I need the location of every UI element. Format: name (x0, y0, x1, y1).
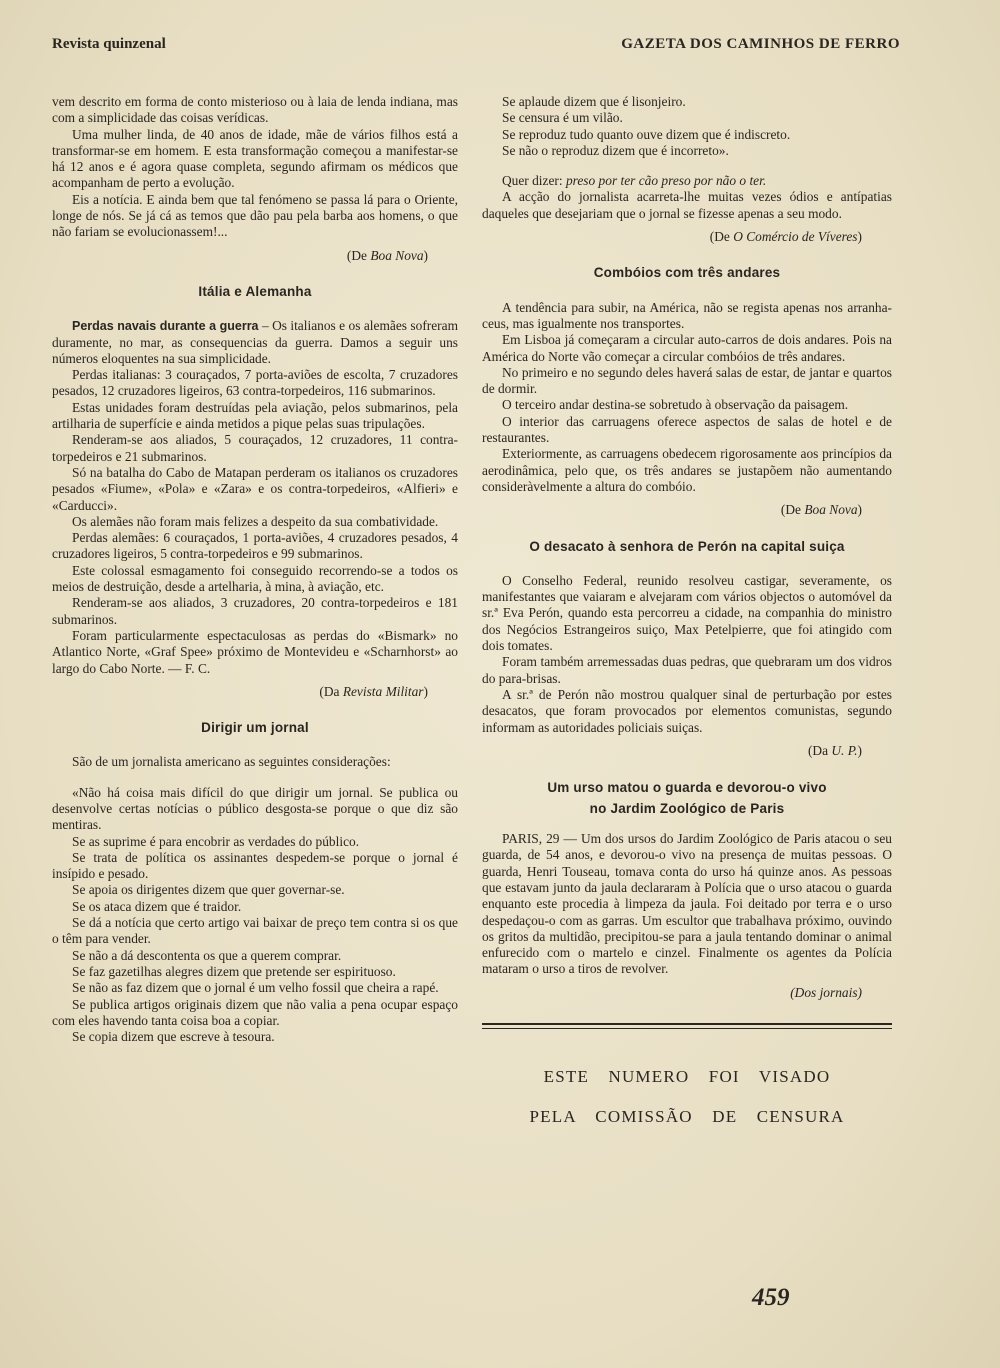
jornal-paragraph: Se faz gazetilhas alegres dizem que pretende ser espirituoso. (72, 963, 396, 979)
italia-paragraph: Renderam-se aos aliados, 3 cruzadores, 20 contra-torpedeiros e 181 submarinos. (52, 595, 458, 627)
intro-paragraph-2: Uma mulher linda, de 40 anos de idade, mãe de vários filhos está a transformar-se em homem. E esta transformação começou a manifestar-se há 12 anos e é agora quase completa, segundo afirmam os médicos que acompanham de perto a evolução. (52, 126, 458, 191)
rule-thick (482, 1023, 892, 1025)
italia-source (52, 684, 428, 700)
italia-title: Itália e Alemanha (198, 283, 312, 299)
jornal-paragraph: Se apoia os dirigentes dizem que quer governar-se. (72, 882, 345, 898)
italia-lead-paragraph (52, 318, 458, 367)
jornal-paragraph: Se trata de política os assinantes despedem-se porque o jornal é insípido e pesado. (52, 849, 458, 882)
header-right: GAZETA DOS CAMINHOS DE FERRO (621, 36, 900, 52)
header-left: Revista quinzenal (52, 36, 166, 52)
peron-title: O desacato à senhora de Perón na capital suiça (529, 538, 845, 554)
combois-paragraph: O terceiro andar destina-se sobretudo à observação da paisagem. (502, 397, 849, 413)
intro-source (52, 248, 428, 264)
peron-paragraph: Foram também arremessadas duas pedras, que quebraram um dos vidros do para-brisas. (482, 654, 892, 686)
source-prefix: (De (709, 229, 734, 245)
italia-paragraph: Os alemães não foram mais felizes a despeito da sua combatividade. (72, 513, 439, 529)
source-name: Revista Militar (342, 683, 424, 699)
intro-paragraph-1: vem descrito em forma de conto misterioso ou à laia de lenda indiana, mas com a simplicidade das coisas verídicas. (52, 94, 458, 126)
source-suffix: ) (423, 683, 428, 699)
source-name: Boa Nova (804, 502, 858, 518)
combois-source (482, 502, 862, 518)
jornal-paragraph: Se as suprime é para encobrir as verdades do público. (72, 833, 360, 849)
peron-paragraph: O Conselho Federal, reunido resolveu castigar, severamente, os manifestantes que vaiaram e alvejaram com vários objectos o automóvel da sr.ª Eva Perón, quando esta percorreu a cidade, na companhia do ministro dos Negócios Estrangeiros suiço, Max Petelpierre, que foi atingido com dois tomates. (482, 572, 892, 654)
jornal-paragraph: Se publica artigos originais dizem que não valia a pena ocupar espaço com eles havendo tanta coisa boa a copiar. (52, 996, 458, 1028)
jornal-final: A acção do jornalista acarreta-lhe muitas vezes ódios e antípatias daqueles que desejariam que o jornal se fizesse apenas a seu modo. (482, 189, 892, 221)
source-suffix: ) (857, 742, 862, 758)
italia-paragraph: Foram particularmente espectaculosas as perdas do «Bismark» no Atlantico Norte, «Graf Spee» próximo de Montevideu e «Scharnhorst» ao largo do Cabo Norte. — F. C. (52, 627, 458, 676)
page-header (52, 36, 900, 53)
jornal-title: Dirigir um jornal (201, 720, 309, 736)
italia-lead: Perdas navais durante a guerra (72, 319, 259, 334)
jornal-paragraph: «Não há coisa mais difícil do que dirigir um jornal. Se publica ou desenvolve certas notícias o público desgosta-se porque o que diz são mentiras. (52, 784, 458, 833)
source-name: U. P. (831, 742, 858, 758)
jornal-cont-line: Se reproduz tudo quanto ouve dizem que é indiscreto. (502, 126, 791, 142)
source-name: (Dos jornais) (790, 984, 862, 1000)
rule-thin (482, 1028, 892, 1029)
source-prefix: (De (346, 247, 371, 263)
urso-paragraph: PARIS, 29 — Um dos ursos do Jardim Zoológico de Paris atacou o seu guarda, de 54 anos, e devorou-o vivo na presença de muitas pessoas. O guarda, Henri Touseau, tomava conta do urso há quinze anos. As pessoas que estavam junto da jaula declararam à Polícia que o urso atacou o guarda enquanto este procedia à limpeza da jaula. Foi deitado por terra e o urso despedaçou-o com as garras. Um escultor que trabalhava próximo, ouvindo os gritos da multidão, precipitou-se para a jaula tentando dominar o animal enfurecido com o martelo e cinzel. Finalmente os agentes da Polícia mataram o urso a tiros de revolver. (482, 831, 892, 977)
italia-paragraph: Este colossal esmagamento foi conseguido recorrendo-se a todos os meios de destruição, desde a artelharia, à mina, à aviação, etc. (52, 562, 458, 595)
censor-line-1: ESTE NUMERO FOI VISADO (543, 1067, 831, 1087)
source-suffix: ) (423, 247, 428, 263)
urso-title (482, 777, 892, 819)
jornal-paragraph: Se não as faz dizem que o jornal é um velho fossil que cheira a rapé. (72, 980, 439, 996)
combois-paragraph: Exteriormente, as carruagens obedecem rigorosamente aos princípios da aerodinâmica, pelo que, os três andares se justapõem não aumentando consideràvelmente a altura do combóio. (482, 446, 892, 494)
censor-line-2: PELA COMISSÃO DE CENSURA (529, 1107, 845, 1127)
combois-paragraph: O interior das carruagens oferece aspectos de salas de hotel e de restaurantes. (482, 413, 892, 446)
quer-dizer (482, 173, 892, 189)
italia-paragraph: Perdas italianas: 3 couraçados, 7 porta-aviões de escolta, 7 cruzadores pesados, 12 cruzadores ligeiros, 63 contra-torpedeiros, 116 submarinos. (52, 367, 458, 399)
jornal-cont-line: Se censura é um vilão. (502, 110, 623, 126)
source-suffix: ) (857, 229, 862, 245)
jornal-paragraph: Se não a dá descontenta os que a querem comprar. (72, 947, 342, 963)
right-column (482, 94, 892, 1137)
combois-title: Combóios com três andares (593, 265, 781, 281)
jornal-intro: São de um jornalista americano as seguintes considerações: (72, 754, 391, 770)
peron-source (482, 743, 862, 759)
left-column (52, 94, 458, 1045)
source-name: Boa Nova (370, 247, 424, 263)
source-prefix: (Da (807, 742, 832, 758)
urso-title-line-2: no Jardim Zoológico de Paris (589, 801, 785, 817)
urso-source (482, 985, 862, 1001)
urso-title-line-1: Um urso matou o guarda e devorou-o vivo (547, 780, 827, 796)
italia-paragraph: Perdas alemães: 6 couraçados, 1 porta-aviões, 4 cruzadores pesados, 4 cruzadores ligeiros, 5 contra-torpedeiros e 99 submarinos. (52, 530, 458, 562)
combois-paragraph: No primeiro e no segundo deles haverá salas de estar, de jantar e quartos de dormir. (482, 364, 892, 397)
jornal-paragraph: Se dá a notícia que certo artigo vai baixar de preço tem contra si os que o têm para vender. (52, 915, 458, 947)
jornal-cont-line: Se não o reproduz dizem que é incorreto». (502, 142, 729, 158)
censorship-notice (482, 1057, 892, 1137)
jornal-source (482, 229, 862, 245)
peron-paragraph: A sr.ª de Perón não mostrou qualquer sinal de perturbação por estes desacatos, que foram provocados por elementos comunistas, segundo informam as autoridades policiais suiças. (482, 686, 892, 735)
quer-dizer-prefix: Quer dizer: (502, 173, 566, 189)
spacer (52, 771, 458, 785)
italia-paragraph: Renderam-se aos aliados, 5 couraçados, 12 cruzadores, 11 contra-torpedeiros e 21 submarinos. (52, 432, 458, 464)
double-rule (482, 1023, 892, 1029)
italia-paragraph: Estas unidades foram destruídas pela aviação, pelos submarinos, pela artilharia de superfície e ainda metidos a pique pelas suas tripulações. (52, 399, 458, 432)
italia-lead-text: – Os italianos e os alemães sofreram duramente, no mar, as consequencias da guerra. Damos a seguir uns números eloquentes na sua simplicidade. (52, 318, 458, 366)
quer-dizer-italic: preso por ter cão preso por não o ter. (565, 173, 767, 189)
intro-paragraph-3: Eis a notícia. E ainda bem que tal fenómeno se passa lá para o Oriente, longe de nós. Se já cá as temos que dão pau pela barba aos homens, o que não fariam se evolucionassem!... (52, 191, 458, 240)
italia-paragraph: Só na batalha do Cabo de Matapan perderam os italianos os cruzadores pesados «Fiume», «Pola» e «Zara» e os contra-torpedeiros, «Alfieri» e «Carducci». (52, 464, 458, 513)
combois-paragraph: A tendência para subir, na América, não se regista apenas nos arranha-ceus, mas igualmente nos transportes. (482, 299, 892, 331)
combois-paragraph: Em Lisboa já começaram a circular auto-carros de dois andares. Pois na América do Norte vão começar a circular combóios de três andares. (482, 332, 892, 364)
spacer (482, 159, 892, 173)
source-name: O Comércio de Víveres (733, 229, 858, 245)
jornal-paragraph: Se os ataca dizem que é traidor. (72, 898, 242, 914)
page-number: 459 (752, 1284, 790, 1311)
source-prefix: (De (780, 502, 805, 518)
jornal-paragraph: Se copia dizem que escreve à tesoura. (72, 1029, 275, 1045)
source-prefix: (Da (319, 683, 343, 699)
source-suffix: ) (857, 502, 862, 518)
jornal-cont-line: Se aplaude dizem que é lisonjeiro. (502, 94, 686, 109)
